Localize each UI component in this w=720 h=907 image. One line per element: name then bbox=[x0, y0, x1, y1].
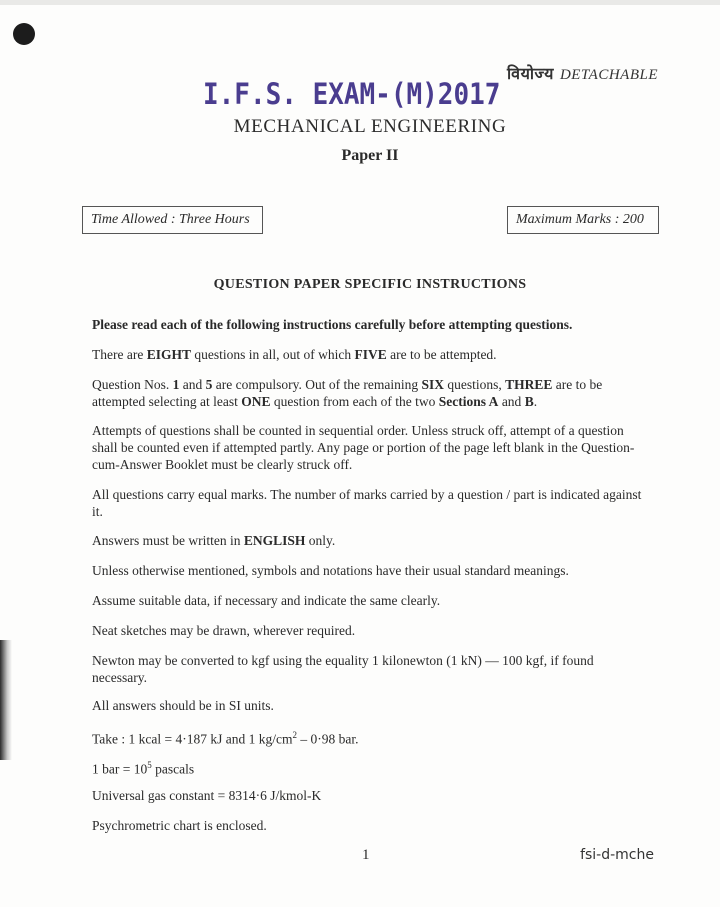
instruction-symbols: Unless otherwise mentioned, symbols and notations have their usual standard meanings. bbox=[92, 563, 569, 578]
instruction-language: Answers must be written in ENGLISH only. bbox=[92, 533, 336, 548]
instruction-gas-constant: Universal gas constant = 8314·6 J/kmol-K bbox=[92, 788, 322, 803]
time-allowed-box: Time Allowed : Three Hours bbox=[82, 206, 263, 234]
instruction-intro: Please read each of the following instructions carefully before attempting questions. bbox=[92, 317, 573, 332]
detachable-text: DETACHABLE bbox=[559, 67, 658, 83]
paper-title: Paper II bbox=[341, 147, 399, 164]
instruction-question-count: There are EIGHT questions in all, out of which FIVE are to be attempted. bbox=[92, 347, 497, 362]
detachable-label bbox=[507, 62, 658, 84]
punch-hole bbox=[13, 23, 35, 45]
instruction-sequential-order: Attempts of questions shall be counted in sequential order. Unless struck off, attempt of a question shall be counted even if attempted partly. Any page or portion of the page left blank in the Question-cum-Answer Booklet must be clearly struck off. bbox=[92, 423, 635, 472]
subject-title: MECHANICAL ENGINEERING bbox=[233, 116, 507, 137]
exam-stamp: I.F.S. EXAM-(M)2017 bbox=[203, 78, 501, 112]
instruction-assume-data: Assume suitable data, if necessary and indicate the same clearly. bbox=[92, 593, 441, 608]
instruction-psychrometric-chart: Psychrometric chart is enclosed. bbox=[92, 818, 267, 833]
instruction-bar-conversion: 1 bar = $10^5$ pascals bbox=[92, 760, 195, 777]
detachable-hindi: वियोज्य bbox=[507, 64, 554, 83]
instruction-newton-conversion: Newton may be converted to kgf using the equality 1 kilonewton (1 kN) — 100 kgf, if found necessary. bbox=[92, 653, 594, 685]
page-edge-shadow bbox=[0, 640, 12, 760]
instruction-compulsory: Question Nos. 1 and 5 are compulsory. Out of the remaining SIX questions, THREE are to be attempted selecting at least ONE question from each of the two Sections A and B. bbox=[92, 377, 603, 409]
instructions-heading: QUESTION PAPER SPECIFIC INSTRUCTIONS bbox=[213, 277, 527, 292]
maximum-marks-box: Maximum Marks : 200 bbox=[507, 206, 659, 234]
instruction-kcal-conversion: Take : 1 kcal = 4·187 kJ and 1 $kg/cm^2 - 0\cdot 98$ bar. bbox=[92, 730, 359, 747]
page-top-edge bbox=[0, 0, 720, 5]
instruction-si-units: All answers should be in SI units. bbox=[92, 698, 274, 713]
page-number: 1 bbox=[362, 847, 370, 863]
instruction-sketches: Neat sketches may be drawn, wherever required. bbox=[92, 623, 356, 638]
instruction-equal-marks: All questions carry equal marks. The number of marks carried by a question / part is indicated against it. bbox=[92, 487, 642, 519]
document-code: fsi-d-mche bbox=[580, 847, 654, 863]
